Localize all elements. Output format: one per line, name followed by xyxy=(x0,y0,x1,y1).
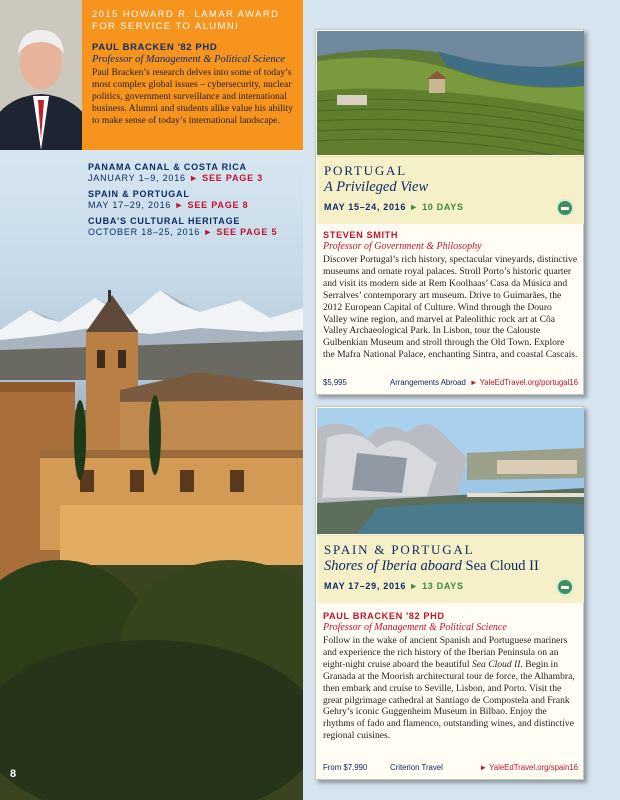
faculty-leader-role: Professor of Government & Philosophy xyxy=(323,241,482,252)
trip-date: MAY 17–29, 2016 xyxy=(88,200,172,210)
card-title-box xyxy=(317,535,584,603)
trip-subtitle-italic: Shores of Iberia aboard xyxy=(324,558,462,574)
douro-valley-photo xyxy=(317,31,584,155)
trip-item xyxy=(88,216,300,238)
trip-url-link[interactable]: ► YaleEdTravel.org/portugal16 xyxy=(469,378,578,387)
trip-name: SPAIN & PORTUGAL xyxy=(88,189,190,199)
see-page-link[interactable]: ► SEE PAGE 8 xyxy=(174,200,249,210)
see-page-link[interactable]: ► SEE PAGE 5 xyxy=(203,227,278,237)
description-part-2: . Begin in Granada at the Moorish architectural tour de force, the Alhambra, then embark and cruise to Seville, Lisbon, and Porto. Visit the great pilgrimage cathedral at Santiago de Compostela and Frank Gehry’s iconic Guggenheim Museum in Bilbao. Enjoy the rhythms of fado and flamenco, outstanding wines, and distinctive regional cuisines. xyxy=(323,658,575,742)
award-description: Paul Bracken’s research delves into some of today’s most complex global issues – cybersecurity, nuclear politics, government surveillance and international business. Alumni and students alike value his ability to make sense of today’s international landscape. xyxy=(92,67,293,126)
trip-price: From $7,990 xyxy=(323,763,368,772)
trip-dates-line xyxy=(324,581,577,591)
trip-subtitle xyxy=(324,557,577,575)
faculty-leader-role: Professor of Management & Political Science xyxy=(323,622,507,633)
trip-name: CUBA’S CULTURAL HERITAGE xyxy=(88,216,241,226)
trip-duration: ► 13 DAYS xyxy=(409,581,464,591)
trip-price: $5,995 xyxy=(323,378,347,387)
award-heading-2: FOR SERVICE TO ALUMNI xyxy=(92,21,240,32)
award-panel xyxy=(0,0,303,150)
card-body xyxy=(323,611,578,742)
portrait-photo xyxy=(0,0,82,150)
trip-dates: MAY 17–29, 2016 xyxy=(324,581,407,591)
left-column xyxy=(0,0,303,800)
card-title-box xyxy=(317,156,584,224)
tour-operator: Criterion Travel xyxy=(390,763,443,772)
description-ship-name: Sea Cloud II xyxy=(471,658,521,670)
award-box xyxy=(82,0,303,150)
trip-description: Discover Portugal’s rich history, spectacular vineyards, distinctive museums and ornate royal palaces. Stroll Porto’s historic quarter and visit its modern side at Rem Koolhaas’ Casa da Música and Serralves’ contemporary art museum. Drive to Guimarães, the 2012 European Capital of Culture. Wind through the Douro Valley wine region, and marvel at Paleolithic rock art at Côa Valley Archaeological Park. In Lisbon, tour the Calouste Gulbenkian Museum and stroll through the Old Town. Explore the Mafra National Palace, enchanting Sintra, and coastal Cascais. xyxy=(323,254,578,361)
ship-name: Sea Cloud II xyxy=(465,558,539,574)
page-number: 8 xyxy=(10,768,17,780)
faculty-leader-name: PAUL BRACKEN '82 PHD xyxy=(323,611,445,621)
trip-card-spain-portugal xyxy=(315,406,584,780)
award-recipient-name: PAUL BRACKEN '82 PHD xyxy=(92,42,218,53)
destination-title: SPAIN & PORTUGAL xyxy=(324,542,475,557)
card-body xyxy=(323,230,578,361)
trip-duration: ► 10 DAYS xyxy=(409,202,464,212)
trip-subtitle-italic: A Privileged View xyxy=(324,179,429,195)
cruise-badge-icon xyxy=(556,578,574,596)
trip-name: PANAMA CANAL & COSTA RICA xyxy=(88,162,247,172)
trip-list xyxy=(88,162,300,243)
description-part-1: Follow in the wake of ancient Spanish and Portuguese mariners and experience the rich history of the Iberian Peninsula on an eight-night cruise aboard the beautiful xyxy=(323,635,568,670)
trip-description xyxy=(323,635,578,742)
award-heading-1: 2015 HOWARD R. LAMAR AWARD xyxy=(92,9,280,20)
trip-item xyxy=(88,162,300,184)
trip-url-link[interactable]: ► YaleEdTravel.org/spain16 xyxy=(479,763,578,772)
faculty-leader-name: STEVEN SMITH xyxy=(323,230,399,240)
trip-card-portugal xyxy=(315,29,584,395)
award-recipient-role: Professor of Management & Political Science xyxy=(92,54,285,65)
trip-item xyxy=(88,189,300,211)
alhambra-photo xyxy=(0,290,303,800)
tour-operator: Arrangements Abroad xyxy=(390,378,466,387)
guggenheim-bilbao-photo xyxy=(317,408,584,534)
trip-date-line xyxy=(88,173,300,184)
trip-date-line xyxy=(88,227,300,238)
trip-dates-line xyxy=(324,202,577,212)
land-travel-badge-icon xyxy=(556,199,574,217)
trip-date-line xyxy=(88,200,300,211)
trip-dates: MAY 15–24, 2016 xyxy=(324,202,407,212)
see-page-link[interactable]: ► SEE PAGE 3 xyxy=(189,173,264,183)
trip-date: OCTOBER 18–25, 2016 xyxy=(88,227,201,237)
trip-date: JANUARY 1–9, 2016 xyxy=(88,173,186,183)
trip-subtitle xyxy=(324,178,577,196)
destination-title: PORTUGAL xyxy=(324,163,407,178)
